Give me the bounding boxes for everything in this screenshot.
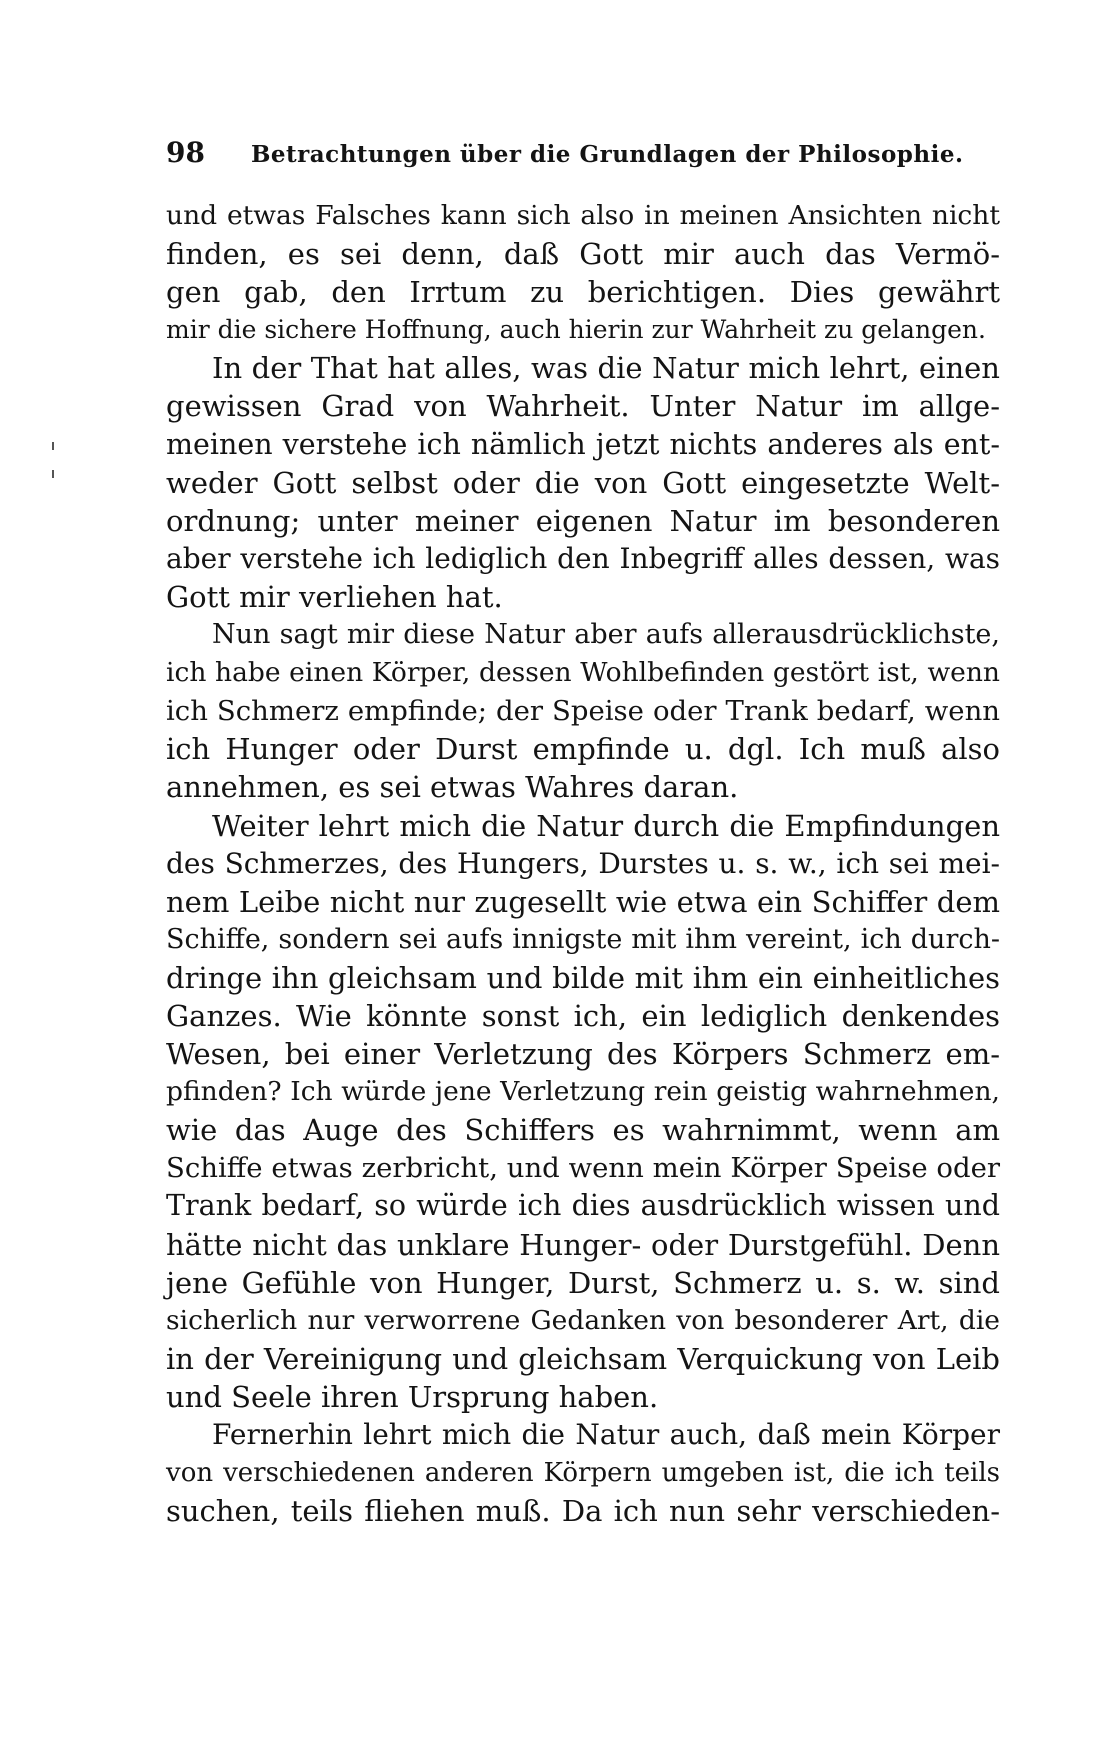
text-line: sicherlich nur verworrene Gedanken von besonderer Art, die xyxy=(166,1304,1000,1336)
text-line: dringe ihn gleichsam und bilde mit ihm ein einheitliches xyxy=(166,960,1000,995)
paragraph-end-line: Gott mir verliehen hat. xyxy=(166,579,503,614)
paragraph-end-line: mir die sichere Hoffnung, auch hierin zur Wahrheit zu gelangen. xyxy=(166,315,986,345)
paragraph-end-line: annehmen, es sei etwas Wahres daran. xyxy=(166,770,739,805)
text-line: suchen, teils fliehen muß. Da ich nun sehr verschieden- xyxy=(166,1494,1000,1529)
margin-mark xyxy=(52,470,54,478)
paragraph-start-line: Fernerhin lehrt mich die Natur auch, daß mein Körper xyxy=(212,1418,1000,1451)
text-line: nem Leibe nicht nur zugesellt wie etwa ein Schiffer dem xyxy=(166,884,1000,919)
text-line: und etwas Falsches kann sich also in meinen Ansichten nicht xyxy=(166,200,1000,231)
text-line: Schiffe, sondern sei aufs innigste mit ihm vereint, ich durch- xyxy=(166,923,1000,955)
paragraph-start-line: Nun sagt mir diese Natur aber aufs allerausdrücklichste, xyxy=(212,619,1000,651)
paragraph-start-line: In der That hat alles, was die Natur mich lehrt, einen xyxy=(212,351,1000,386)
text-line: von verschiedenen anderen Körpern umgeben ist, die ich teils xyxy=(166,1458,1000,1489)
text-line: Trank bedarf, so würde ich dies ausdrücklich wissen und xyxy=(166,1189,1000,1223)
page-header xyxy=(166,136,964,172)
text-line: weder Gott selbst oder die von Gott eingesetzte Welt- xyxy=(166,465,1000,500)
text-line: ich Schmerz empfinde; der Speise oder Trank bedarf, wenn xyxy=(166,695,1000,728)
text-line: hätte nicht das unklare Hunger- oder Durstgefühl. Denn xyxy=(166,1227,1000,1262)
body-text xyxy=(166,197,1000,1530)
paragraph-end-line: und Seele ihren Ursprung haben. xyxy=(166,1379,659,1414)
text-line: Schiffe etwas zerbricht, und wenn mein Körper Speise oder xyxy=(166,1152,1000,1185)
text-line: gen gab, den Irrtum zu berichtigen. Dies gewährt xyxy=(166,275,1000,310)
text-line: Ganzes. Wie könnte sonst ich, ein lediglich denkendes xyxy=(166,998,1000,1033)
text-line: in der Vereinigung und gleichsam Verquickung von Leib xyxy=(166,1341,1000,1376)
page-number: 98 xyxy=(166,136,205,169)
margin-mark xyxy=(52,442,54,450)
text-line: gewissen Grad von Wahrheit. Unter Natur im allge- xyxy=(166,389,1000,424)
text-line: Wesen, bei einer Verletzung des Körpers Schmerz em- xyxy=(166,1037,1000,1072)
text-line: jene Gefühle von Hunger, Durst, Schmerz u. s. w. sind xyxy=(166,1265,1000,1300)
text-line: finden, es sei denn, daß Gott mir auch das Vermö- xyxy=(166,237,1000,272)
text-line: ich habe einen Körper, dessen Wohlbefinden gestört ist, wenn xyxy=(166,657,1000,689)
running-title: Betrachtungen über die Grundlagen der Philosophie. xyxy=(250,141,964,168)
text-line: meinen verstehe ich nämlich jetzt nichts anderes als ent- xyxy=(166,427,1000,461)
text-line: ordnung; unter meiner eigenen Natur im besonderen xyxy=(166,503,1000,538)
text-line: des Schmerzes, des Hungers, Durstes u. s. w., ich sei mei- xyxy=(166,846,1000,880)
text-line: aber verstehe ich lediglich den Inbegriff alles dessen, was xyxy=(166,541,1000,575)
text-line: pfinden? Ich würde jene Verletzung rein geistig wahrnehmen, xyxy=(166,1076,1000,1108)
text-line: ich Hunger oder Durst empfinde u. dgl. Ich muß also xyxy=(166,732,1000,767)
paragraph-start-line: Weiter lehrt mich die Natur durch die Empfindungen xyxy=(212,808,1000,843)
text-line: wie das Auge des Schiffers es wahrnimmt, wenn am xyxy=(166,1113,1000,1148)
